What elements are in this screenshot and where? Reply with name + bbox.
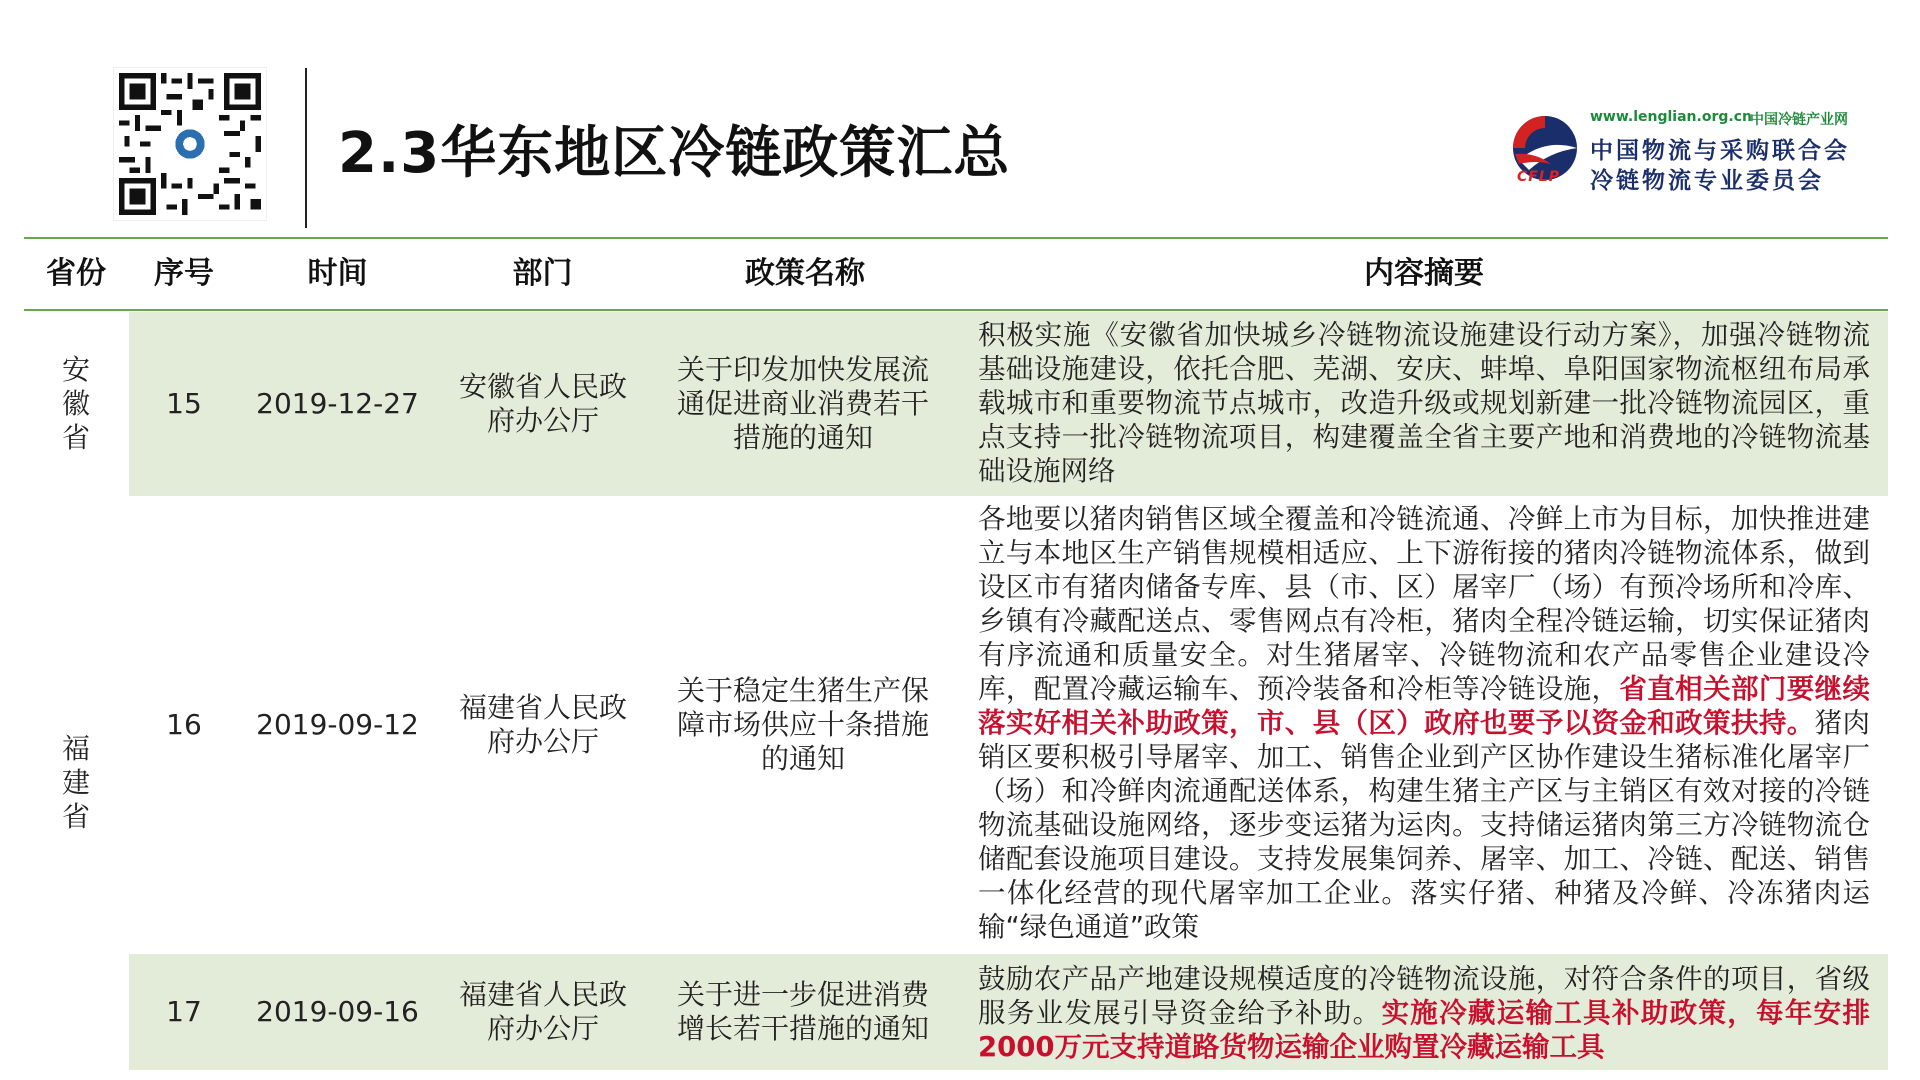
header-dept: 部门 bbox=[512, 256, 573, 291]
row-16-dept: 福建省人民政府办公厅 bbox=[458, 691, 627, 758]
title-divider bbox=[305, 68, 307, 228]
row-17-policy: 关于进一步促进消费增长若干措施的通知 bbox=[676, 978, 929, 1045]
table-top-rule bbox=[24, 237, 1888, 239]
row-16-summary-highlight: 省直相关部门要继续落实好相关补助政策，市、县（区）政府也要予以资金和政策扶持。 bbox=[978, 673, 1871, 739]
province-fujian: 福 建 省 bbox=[61, 732, 90, 833]
qr-code bbox=[114, 68, 266, 220]
header-summary: 内容摘要 bbox=[1364, 256, 1484, 291]
cflp-logo bbox=[1505, 106, 1875, 196]
header-seq: 序号 bbox=[154, 256, 214, 291]
row-17-summary-part-a: 鼓励农产品产地建设规模适度的冷链物流设施，对符合条件的项目，省级服务业发展引导资金给予补助。 bbox=[978, 963, 1870, 1029]
header-policy: 政策名称 bbox=[745, 256, 865, 291]
logo-org-line1: 中国物流与采购联合会 bbox=[1590, 138, 1850, 164]
logo-org-line2: 冷链物流专业委员会 bbox=[1590, 168, 1824, 194]
row-16-date: 2019-09-12 bbox=[256, 708, 419, 741]
row-17-seq: 17 bbox=[166, 995, 202, 1028]
row-16-summary-part-c: 猪肉销区要积极引导屠宰、加工、销售企业到产区协作建设生猪标准化屠宰厂（场）和冷鲜肉流通配送体系，构建生猪主产区与主销区有效对接的冷链物流基础设施网络，逐步变运猪为运肉。支持储运猪肉第三方冷链物流仓储配套设施项目建设。支持发展集饲养、屠宰、加工、冷链、配送、销售一体化经营的现代屠宰加工企业。落实仔猪、种猪及冷鲜、冷冻猪肉运输“绿色通道”政策 bbox=[978, 707, 1871, 943]
row-15-dept: 安徽省人民政府办公厅 bbox=[458, 370, 627, 437]
row-16-summary bbox=[978, 502, 1870, 944]
province-anhui: 安 徽 省 bbox=[61, 353, 90, 454]
row-15-policy: 关于印发加快发展流通促进商业消费若干措施的通知 bbox=[676, 353, 929, 454]
row-17-summary-highlight: 实施冷藏运输工具补助政策，每年安排2000万元支持道路货物运输企业购置冷藏运输工具 bbox=[978, 997, 1871, 1063]
header-date: 时间 bbox=[307, 256, 368, 291]
row-17-date: 2019-09-16 bbox=[256, 995, 419, 1028]
row-15-seq: 15 bbox=[166, 387, 202, 420]
logo-website: www.lenglian.org.cn bbox=[1590, 109, 1752, 125]
page-title: 2.3华东地区冷链政策汇总 bbox=[338, 121, 1011, 186]
table-header-rule bbox=[24, 309, 1888, 311]
logo-network-name: 中国冷链产业网 bbox=[1750, 112, 1848, 128]
cflp-mark-text: CFLP bbox=[1517, 169, 1561, 185]
row-17-summary bbox=[978, 962, 1870, 1064]
row-16-policy: 关于稳定生猪生产保障市场供应十条措施的通知 bbox=[676, 674, 929, 775]
qr-code-image bbox=[114, 68, 266, 220]
row-15-date: 2019-12-27 bbox=[256, 387, 419, 420]
row-17-dept: 福建省人民政府办公厅 bbox=[458, 978, 627, 1045]
row-16-seq: 16 bbox=[166, 708, 202, 741]
header-province: 省份 bbox=[46, 256, 106, 291]
row-15-summary: 积极实施《安徽省加快城乡冷链物流设施建设行动方案》，加强冷链物流基础设施建设，依托合肥、芜湖、安庆、蚌埠、阜阳国家物流枢纽布局承载城市和重要物流节点城市，改造升级或规划新建一批冷链物流园区，重点支持一批冷链物流项目，构建覆盖全省主要产地和消费地的冷链物流基础设施网络 bbox=[978, 319, 1870, 487]
row-16-summary-part-a: 各地要以猪肉销售区域全覆盖和冷链流通、冷鲜上市为目标，加快推进建立与本地区生产销售规模相适应、上下游衔接的猪肉冷链物流体系，做到设区市有猪肉储备专库、县（市、区）屠宰厂（场）有预冷场所和冷库、乡镇有冷藏配送点、零售网点有冷柜，猪肉全程冷链运输，切实保证猪肉有序流通和质量安全。对生猪屠宰、冷链物流和农产品零售企业建设冷库，配置冷藏运输车、预冷装备和冷柜等冷链设施， bbox=[978, 503, 1870, 705]
